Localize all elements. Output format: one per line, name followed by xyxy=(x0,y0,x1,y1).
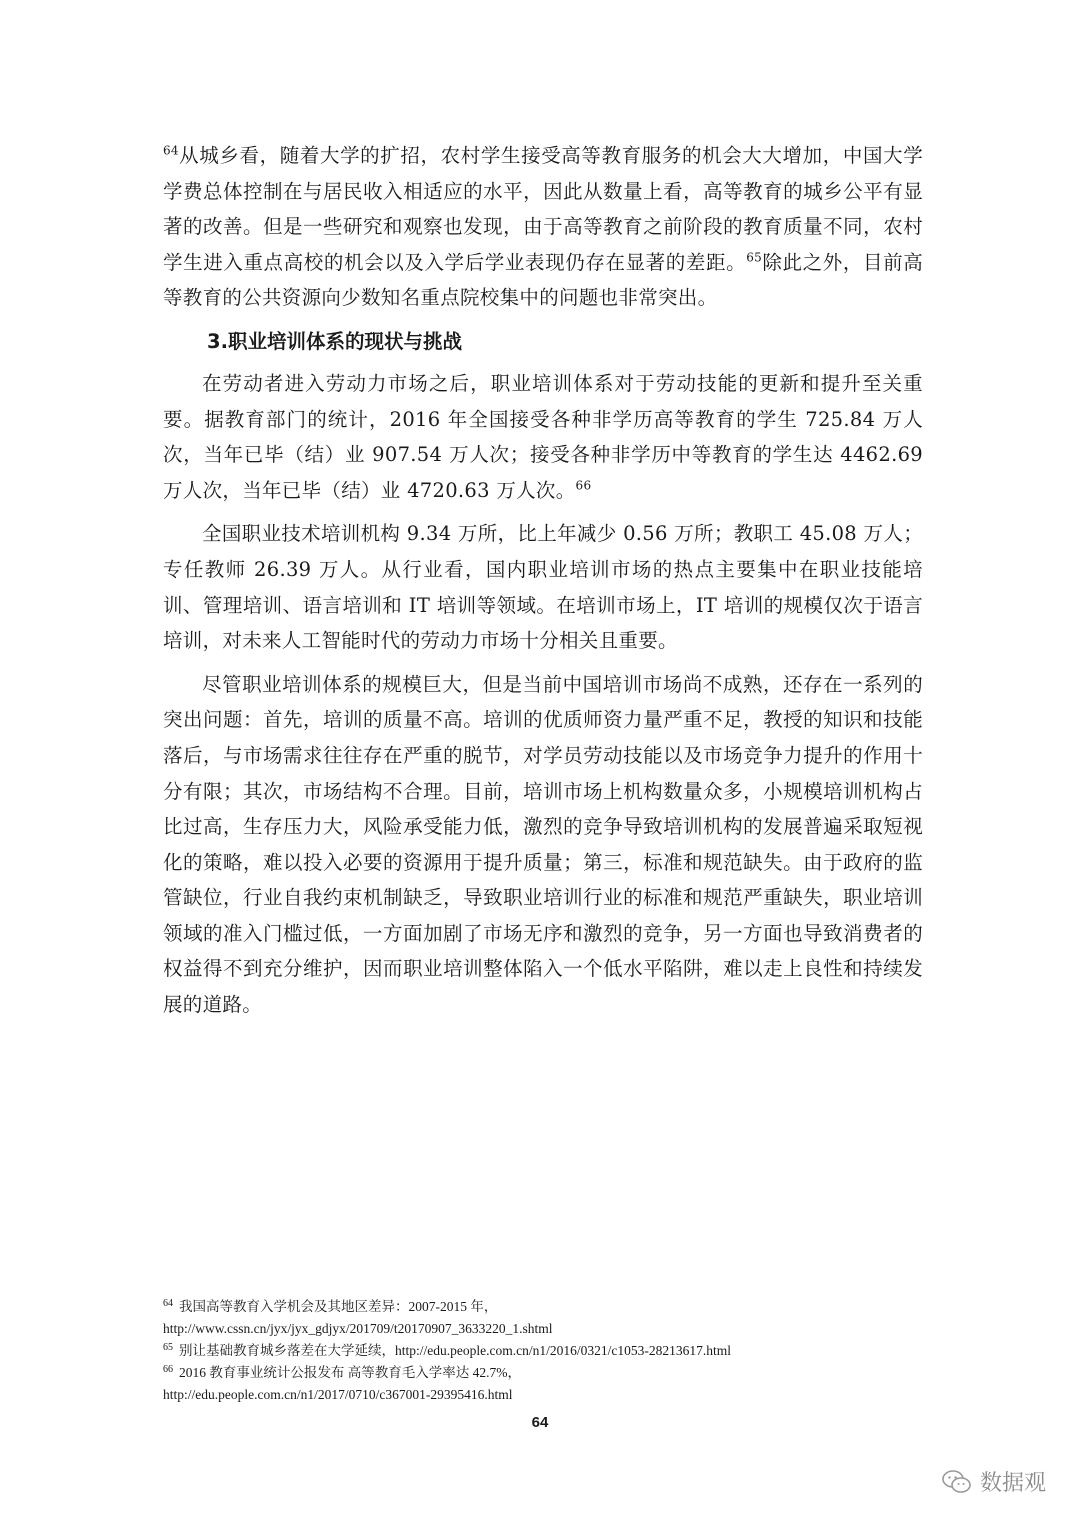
footnote-64-url-line xyxy=(163,1318,923,1340)
page-body xyxy=(163,138,923,1031)
paragraph-text: 在劳动者进入劳动力市场之后，职业培训体系对于劳动技能的更新和提升至关重要。据教育部门的统计，2016 年全国接受各种非学历高等教育的学生 725.84 万人次，当年已毕（结）业 907.54 万人次；接受各种非学历中等教育的学生达 4462.69 万人次，当年已毕（结）业 4720.63 万人次。 xyxy=(163,371,923,502)
page-number: 64 xyxy=(531,1414,549,1431)
watermark-text: 数据观 xyxy=(979,1471,1046,1496)
footnote-64 xyxy=(163,1296,923,1318)
footnote-text[interactable]: 别让基础教育城乡落差在大学延续，http://edu.people.com.cn/n1/2016/0321/c1053-28213617.html xyxy=(179,1343,731,1358)
paragraph-text: 从城乡看，随着大学的扩招，农村学生接受高等教育服务的机会大大增加，中国大学学费总体控制在与居民收入相适应的水平，因此从数量上看，高等教育的城乡公平有显著的改善。但是一些研究和观察也发现，由于高等教育之前阶段的教育质量不同，农村学生进入重点高校的机会以及入学后学业表现仍存在显著的差距。 xyxy=(163,144,923,274)
footnote-ref-65[interactable]: 65 xyxy=(746,250,763,265)
footnote-mark: 65 xyxy=(163,1341,173,1353)
footnote-mark: 64 xyxy=(163,1297,173,1309)
footnote-text: 2016 教育事业统计公报发布 高等教育毛入学率达 42.7%， xyxy=(179,1365,521,1380)
paragraph-text: 全国职业技术培训机构 9.34 万所，比上年减少 0.56 万所；教职工 45.08 万人；专任教师 26.39 万人。从行业看，国内职业培训市场的热点主要集中在职业技能培训、管理培训、语言培训和 IT 培训等领域。在培训市场上，IT 培训的规模仅次于语言培训，对未来人工智能时代的劳动力市场十分相关且重要。 xyxy=(163,522,923,653)
watermark xyxy=(942,1466,1046,1497)
section-heading: 3.职业培训体系的现状与挑战 xyxy=(207,329,462,353)
footnote-ref-66[interactable]: 66 xyxy=(575,478,592,493)
paragraph-text: 尽管职业培训体系的规模巨大，但是当前中国培训市场尚不成熟，还存在一系列的突出问题：首先，培训的质量不高。培训的优质师资力量严重不足，教授的知识和技能落后，与市场需求往往存在严重的脱节，对学员劳动技能以及市场竞争力提升的作用十分有限；其次，市场结构不合理。目前，培训市场上机构数量众多，小规模培训机构占比过高，生存压力大，风险承受能力低，激烈的竞争导致培训机构的发展普遍采取短视化的策略，难以投入必要的资源用于提升质量；第三，标准和规范缺失。由于政府的监管缺位，行业自我约束机制缺乏，导致职业培训行业的标准和规范严重缺失，职业培训领域的准入门槛过低，一方面加剧了市场无序和激烈的竞争，另一方面也导致消费者的权益得不到充分维护，因而职业培训整体陷入一个低水平陷阱，难以走上良性和持续发展的道路。 xyxy=(163,672,923,1017)
footnote-66-url-line xyxy=(163,1384,923,1406)
paragraph-1 xyxy=(163,138,923,316)
wechat-icon xyxy=(942,1469,972,1495)
footnote-link[interactable]: http://www.cssn.cn/jyx/jyx_gdjyx/201709/t20170907_3633220_1.shtml xyxy=(163,1321,553,1336)
footnotes xyxy=(163,1296,923,1406)
paragraph-4 xyxy=(163,667,923,1023)
paragraph-2 xyxy=(163,366,923,508)
footnote-65 xyxy=(163,1340,923,1362)
paragraph-3 xyxy=(163,516,923,658)
footnote-link[interactable]: http://edu.people.com.cn/n1/2017/0710/c367001-29395416.html xyxy=(163,1387,513,1402)
footnote-mark: 66 xyxy=(163,1363,173,1375)
paragraph-text: 除此之外，目前高等教育的公共资源向少数知名重点院校集中的问题也非常突出。 xyxy=(163,250,923,310)
footnote-text: 我国高等教育入学机会及其地区差异：2007-2015 年， xyxy=(179,1299,498,1314)
footnote-66 xyxy=(163,1362,923,1384)
footnote-ref-64[interactable]: 64 xyxy=(163,143,179,158)
